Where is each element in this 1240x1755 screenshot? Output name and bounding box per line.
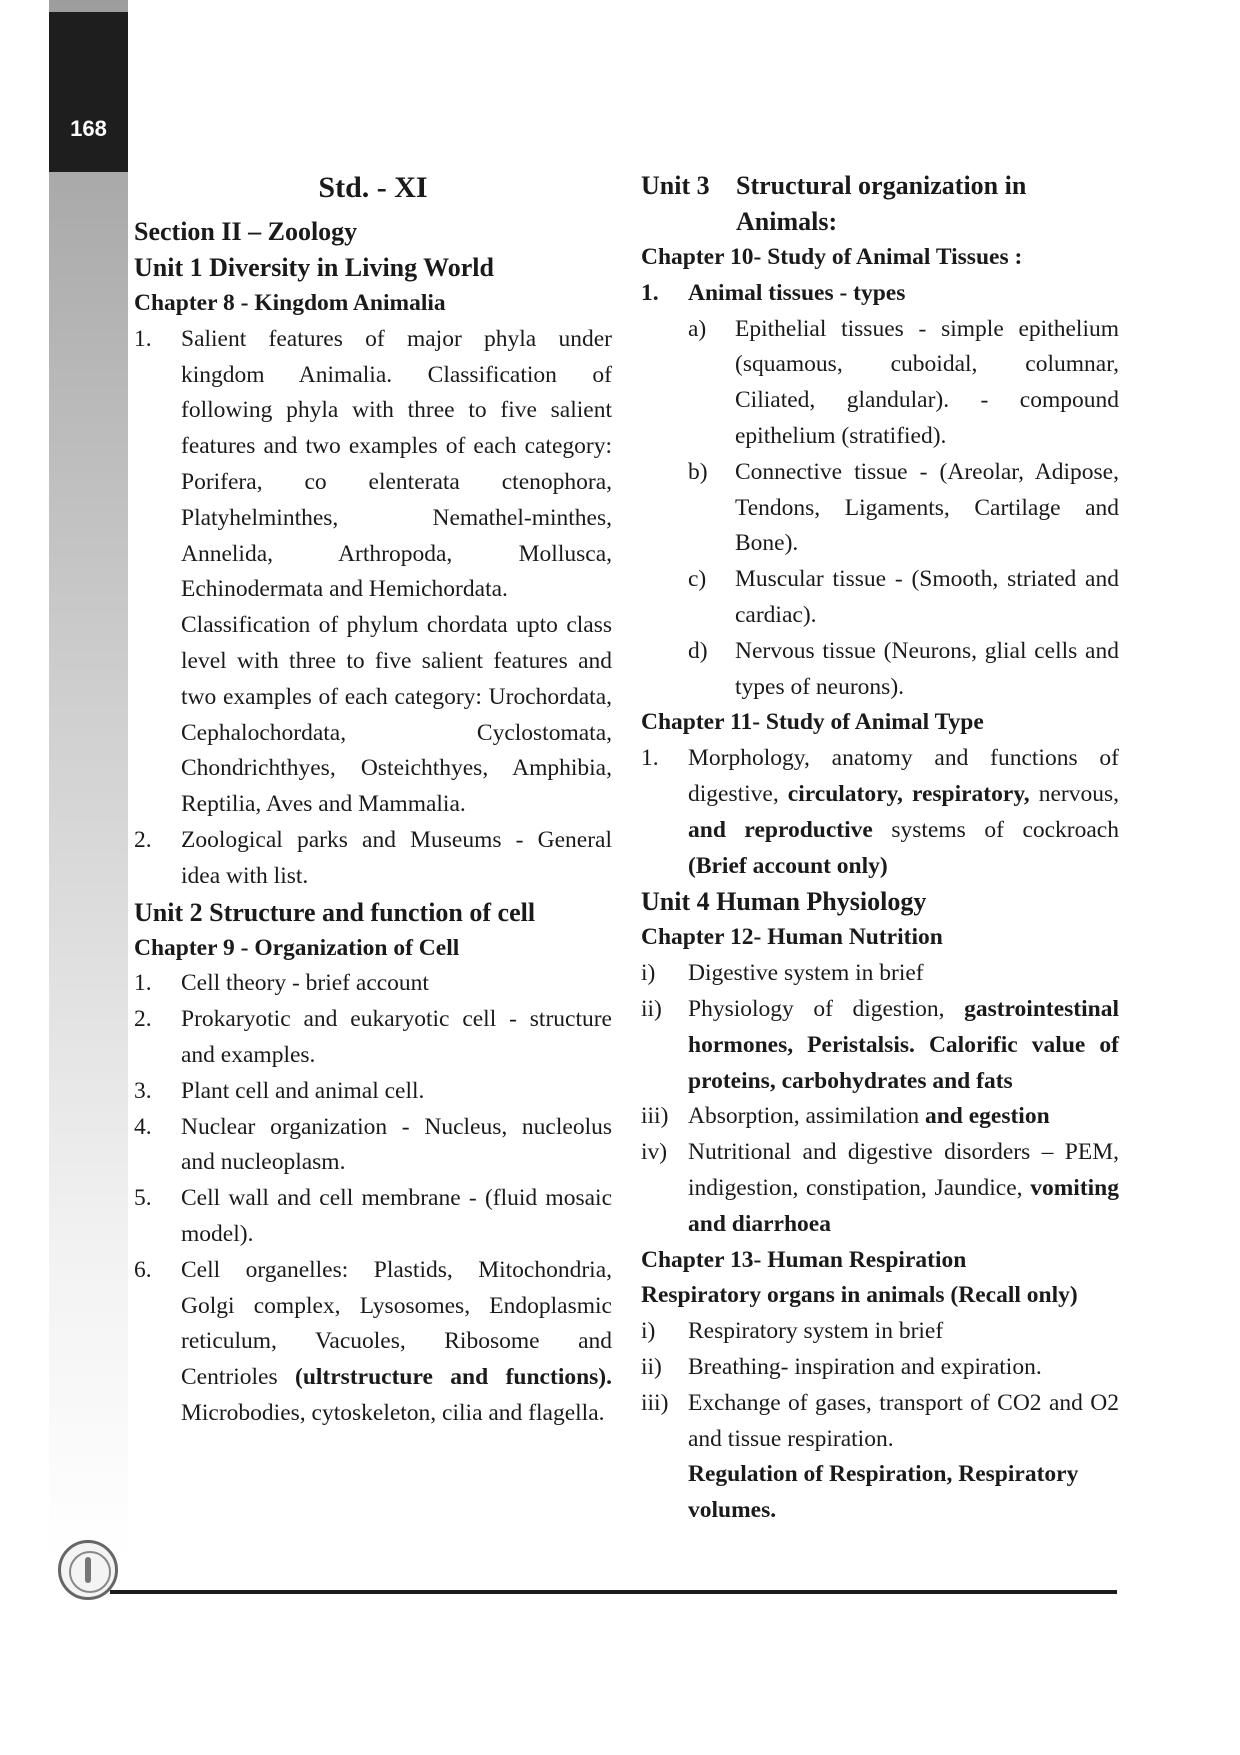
list-item	[134, 1253, 612, 1432]
item-text: Cell theory - brief account	[181, 970, 429, 997]
unit3-heading	[641, 168, 1119, 240]
sub-item-text: Connective tissue - (Areolar, Adipose, Tendons, Ligaments, Cartilage and Bone).	[735, 458, 1119, 557]
item-text: Prokaryotic and eukaryotic cell - structure and examples.	[181, 1006, 612, 1068]
item-numeral: ii)	[641, 995, 662, 1022]
list-item	[134, 608, 612, 823]
item-text	[181, 1253, 612, 1432]
left-column	[134, 168, 612, 1432]
chapter9-heading: Chapter 9 - Organization of Cell	[134, 934, 460, 961]
list-item	[134, 966, 612, 1002]
sub-item	[688, 455, 1119, 562]
item-text	[688, 1099, 1119, 1135]
chapter11-heading: Chapter 11- Study of Animal Type	[641, 709, 984, 736]
list-item	[641, 276, 1119, 312]
sub-item	[688, 562, 1119, 634]
chapter10-heading: Chapter 10- Study of Animal Tissues :	[641, 244, 1023, 270]
item-number: 1.	[641, 279, 659, 306]
list-item	[641, 992, 1119, 1099]
item-text: Salient features of major phyla under kingdom Animalia. Classification of following phyla with three to five salient features and two examples of each category: Porifera, co elenterata ctenophora, Platyhelminthes, Nemathel-minthes, Annelida, Arthropoda, Mollusca, Echinodermata and Hemichordata.	[181, 325, 612, 603]
unit1-heading: Unit 1 Diversity in Living World	[134, 253, 494, 282]
item-text: Plant cell and animal cell.	[181, 1077, 425, 1104]
chapter8-heading: Chapter 8 - Kingdom Animalia	[134, 290, 446, 316]
item-number: 4.	[134, 1113, 152, 1140]
item-text-part: Morphology, anatomy and functions of digestive,	[688, 745, 1119, 807]
item-text-part: Physiology of digestion,	[688, 995, 965, 1022]
sub-item	[688, 312, 1119, 455]
list-item	[641, 1386, 1119, 1458]
list-item	[134, 1002, 612, 1074]
unit4-heading: Unit 4 Human Physiology	[641, 887, 927, 917]
sub-item-letter: b)	[688, 458, 708, 485]
item-text-bold: vomiting and diarrhoea	[688, 1174, 1119, 1237]
chapter13-subheading: Respiratory organs in animals (Recall only)	[641, 1282, 1078, 1309]
item-number: 6.	[134, 1256, 152, 1283]
item-number: 3.	[134, 1077, 152, 1104]
item-number: 1.	[134, 325, 152, 352]
item-numeral: iii)	[641, 1103, 669, 1130]
unit3-title: Structural organization in Animals:	[736, 171, 1027, 236]
sub-item	[688, 634, 1119, 706]
item-text: Respiratory system in brief	[688, 1318, 944, 1345]
seal-icon	[58, 1540, 118, 1600]
footer-rule	[110, 1590, 1117, 1594]
list-item	[134, 322, 612, 608]
unit2-heading: Unit 2 Structure and function of cell	[134, 897, 536, 927]
item-numeral: i)	[641, 960, 656, 987]
unit3-label: Unit 3	[641, 171, 710, 200]
item-numeral: i)	[641, 1318, 656, 1345]
item-numeral: iii)	[641, 1389, 669, 1416]
list-item	[641, 1350, 1119, 1386]
item-text: Animal tissues - types	[688, 279, 906, 306]
chapter13-heading: Chapter 13- Human Respiration	[641, 1246, 967, 1273]
item-text-part: Nutritional and digestive disorders – PEM, indigestion, constipation, Jaundice,	[688, 1139, 1119, 1201]
item-numeral: iv)	[641, 1139, 668, 1166]
item-text	[688, 741, 1119, 884]
item-text: Zoological parks and Museums - General idea with list.	[181, 826, 612, 889]
item-text-bold: and egestion	[924, 1103, 1050, 1130]
side-margin-bar	[49, 0, 128, 1560]
item-number: 5.	[134, 1185, 152, 1212]
item-number: 1.	[641, 745, 659, 772]
respiration-regulation-note: Regulation of Respiration, Respiratory volumes.	[688, 1461, 1079, 1524]
item-numeral: ii)	[641, 1353, 662, 1380]
item-text: Breathing- inspiration and expiration.	[688, 1353, 1042, 1380]
sub-item-letter: c)	[688, 566, 707, 593]
item-number: 2.	[134, 826, 152, 853]
item-text: Nuclear organization - Nucleus, nucleolus and nucleoplasm.	[181, 1113, 612, 1176]
item-text-bold: gastrointestinal hormones, Peristalsis. Calorific value of proteins, carbohydrates and fats	[688, 995, 1119, 1094]
item-text-bold: (Brief account only)	[688, 852, 888, 879]
list-item	[134, 823, 612, 895]
item-text-part: systems of cockroach	[872, 816, 1119, 843]
item-text	[688, 992, 1119, 1099]
item-text: Classification of phylum chordata upto class level with three to five salient features and two examples of each category: Urochordata, Cephalochordata, Cyclostomata, Chondrichthyes, Osteichthyes, Amphibia, Reptilia, Aves and Mammalia.	[181, 612, 612, 818]
item-text-part: Absorption, assimilation	[688, 1103, 925, 1130]
page-number: 168	[70, 116, 107, 141]
chapter12-heading: Chapter 12- Human Nutrition	[641, 924, 943, 951]
list-item	[641, 741, 1119, 884]
list-item	[134, 1110, 612, 1182]
sub-item-text: Muscular tissue - (Smooth, striated and cardiac).	[735, 566, 1119, 628]
right-column	[641, 168, 1119, 1529]
item-text	[688, 1135, 1119, 1242]
list-item	[641, 1099, 1119, 1135]
sub-item-text: Nervous tissue (Neurons, glial cells and types of neurons).	[735, 637, 1119, 700]
item-text-part: Cell organelles: Plastids, Mitochondria, Golgi complex, Lysosomes, Endoplasmic reticulum, Vacuoles, Ribosome and Centrioles	[181, 1256, 612, 1391]
sub-item-letter: d)	[688, 637, 708, 664]
item-text-bold: and reproductive	[688, 816, 873, 843]
item-text-part: Microbodies, cytoskeleton, cilia and flagella.	[181, 1399, 605, 1426]
item-text-part: nervous,	[1029, 780, 1120, 807]
list-item	[134, 1074, 612, 1110]
section-heading: Section II – Zoology	[134, 217, 358, 246]
page-number-tab	[49, 12, 128, 172]
item-number	[134, 608, 181, 823]
list-item	[641, 1135, 1119, 1242]
item-text: Exchange of gases, transport of CO2 and O2 and tissue respiration.	[688, 1389, 1119, 1452]
std-heading: Std. - XI	[318, 171, 428, 204]
sub-item-letter: a)	[688, 315, 707, 342]
item-text: Cell wall and cell membrane - (fluid mosaic model).	[181, 1185, 612, 1247]
item-number: 1.	[134, 970, 152, 997]
item-number: 2.	[134, 1006, 152, 1033]
sub-item-text: Epithelial tissues - simple epithelium (squamous, cuboidal, columnar, Ciliated, glandular). - compound epithelium (stratified).	[735, 315, 1119, 449]
item-text: Digestive system in brief	[688, 960, 924, 987]
item-text-bold: circulatory, respiratory,	[787, 780, 1030, 807]
list-item	[641, 956, 1119, 992]
item-text-bold: (ultrstructure and functions).	[295, 1364, 613, 1391]
list-item	[134, 1181, 612, 1253]
list-item	[641, 1314, 1119, 1350]
